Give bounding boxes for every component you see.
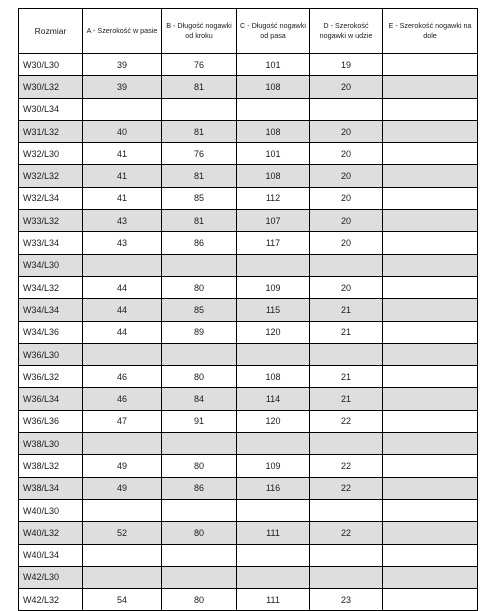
hem-width-cell [383,433,478,455]
hem-width-cell [383,210,478,232]
size-cell: W34/L36 [19,321,83,343]
inseam-length-cell: 80 [162,455,237,477]
thigh-width-cell: 20 [310,165,383,187]
table-row [19,165,478,187]
inseam-length-cell: 84 [162,388,237,410]
size-cell: W30/L34 [19,98,83,120]
hem-width-cell [383,410,478,432]
table-row [19,388,478,410]
inseam-length-cell: 85 [162,187,237,209]
thigh-width-cell: 21 [310,366,383,388]
inseam-length-cell: 81 [162,210,237,232]
thigh-width-cell: 21 [310,388,383,410]
hem-width-cell [383,366,478,388]
table-header-row [19,9,478,54]
size-cell: W30/L32 [19,76,83,98]
outseam-length-cell: 107 [237,210,310,232]
size-cell: W31/L32 [19,120,83,142]
outseam-length-cell [237,343,310,365]
waist-width-cell [83,98,162,120]
hem-width-cell [383,589,478,611]
thigh-width-cell: 22 [310,522,383,544]
thigh-width-cell [310,98,383,120]
waist-width-cell: 47 [83,410,162,432]
waist-width-cell [83,254,162,276]
size-cell: W38/L32 [19,455,83,477]
hem-width-cell [383,566,478,588]
waist-width-cell [83,499,162,521]
outseam-length-cell [237,544,310,566]
outseam-length-cell [237,433,310,455]
inseam-length-cell: 76 [162,54,237,76]
thigh-width-cell [310,499,383,521]
table-row [19,589,478,611]
waist-width-cell [83,433,162,455]
table-row [19,276,478,298]
size-cell: W34/L32 [19,276,83,298]
table-row [19,321,478,343]
column-header-inseam-length: B - Długość nogawki od kroku [162,9,237,54]
table-row [19,299,478,321]
thigh-width-cell [310,544,383,566]
size-cell: W32/L30 [19,143,83,165]
hem-width-cell [383,187,478,209]
size-cell: W30/L30 [19,54,83,76]
table-row [19,366,478,388]
inseam-length-cell: 81 [162,76,237,98]
thigh-width-cell: 20 [310,187,383,209]
table-row [19,477,478,499]
thigh-width-cell: 20 [310,143,383,165]
outseam-length-cell: 101 [237,143,310,165]
thigh-width-cell: 23 [310,589,383,611]
hem-width-cell [383,232,478,254]
hem-width-cell [383,276,478,298]
hem-width-cell [383,143,478,165]
hem-width-cell [383,388,478,410]
waist-width-cell [83,343,162,365]
hem-width-cell [383,321,478,343]
waist-width-cell: 43 [83,210,162,232]
thigh-width-cell: 22 [310,455,383,477]
size-cell: W36/L30 [19,343,83,365]
table-row [19,143,478,165]
thigh-width-cell: 21 [310,299,383,321]
table-row [19,566,478,588]
size-cell: W38/L34 [19,477,83,499]
waist-width-cell: 44 [83,321,162,343]
outseam-length-cell [237,98,310,120]
thigh-width-cell: 21 [310,321,383,343]
waist-width-cell: 52 [83,522,162,544]
table-body [19,54,478,611]
column-header-hem-width: E - Szerokość nogawki na dole [383,9,478,54]
size-chart [18,8,478,611]
thigh-width-cell: 20 [310,120,383,142]
table-row [19,254,478,276]
outseam-length-cell: 108 [237,120,310,142]
hem-width-cell [383,499,478,521]
outseam-length-cell [237,499,310,521]
size-cell: W34/L30 [19,254,83,276]
outseam-length-cell: 108 [237,366,310,388]
size-cell: W40/L34 [19,544,83,566]
waist-width-cell: 46 [83,366,162,388]
table-row [19,187,478,209]
table-row [19,210,478,232]
inseam-length-cell: 89 [162,321,237,343]
thigh-width-cell: 20 [310,276,383,298]
size-cell: W32/L34 [19,187,83,209]
table-row [19,76,478,98]
thigh-width-cell [310,254,383,276]
waist-width-cell: 44 [83,276,162,298]
outseam-length-cell: 111 [237,522,310,544]
outseam-length-cell: 115 [237,299,310,321]
outseam-length-cell: 120 [237,321,310,343]
waist-width-cell: 46 [83,388,162,410]
hem-width-cell [383,165,478,187]
hem-width-cell [383,54,478,76]
waist-width-cell: 39 [83,54,162,76]
hem-width-cell [383,120,478,142]
inseam-length-cell: 80 [162,276,237,298]
table-row [19,544,478,566]
inseam-length-cell [162,254,237,276]
outseam-length-cell: 116 [237,477,310,499]
waist-width-cell: 54 [83,589,162,611]
table-row [19,433,478,455]
inseam-length-cell [162,566,237,588]
table-row [19,522,478,544]
size-cell: W40/L30 [19,499,83,521]
table-row [19,54,478,76]
outseam-length-cell: 101 [237,54,310,76]
size-cell: W42/L30 [19,566,83,588]
thigh-width-cell: 20 [310,210,383,232]
hem-width-cell [383,522,478,544]
size-cell: W42/L32 [19,589,83,611]
outseam-length-cell: 117 [237,232,310,254]
size-cell: W36/L36 [19,410,83,432]
waist-width-cell [83,566,162,588]
size-table [18,8,478,611]
inseam-length-cell: 86 [162,477,237,499]
inseam-length-cell: 81 [162,165,237,187]
thigh-width-cell: 22 [310,410,383,432]
waist-width-cell: 40 [83,120,162,142]
waist-width-cell: 41 [83,143,162,165]
table-row [19,499,478,521]
table-row [19,120,478,142]
hem-width-cell [383,76,478,98]
size-cell: W32/L32 [19,165,83,187]
thigh-width-cell: 19 [310,54,383,76]
thigh-width-cell [310,343,383,365]
inseam-length-cell [162,433,237,455]
hem-width-cell [383,343,478,365]
hem-width-cell [383,254,478,276]
inseam-length-cell: 80 [162,589,237,611]
hem-width-cell [383,455,478,477]
table-row [19,343,478,365]
table-row [19,98,478,120]
outseam-length-cell: 111 [237,589,310,611]
outseam-length-cell: 114 [237,388,310,410]
column-header-waist-width: A - Szerokość w pasie [83,9,162,54]
waist-width-cell: 49 [83,477,162,499]
thigh-width-cell: 22 [310,477,383,499]
size-cell: W38/L30 [19,433,83,455]
hem-width-cell [383,98,478,120]
thigh-width-cell: 20 [310,76,383,98]
thigh-width-cell: 20 [310,232,383,254]
inseam-length-cell: 81 [162,120,237,142]
inseam-length-cell: 80 [162,366,237,388]
outseam-length-cell: 108 [237,165,310,187]
hem-width-cell [383,299,478,321]
outseam-length-cell [237,566,310,588]
inseam-length-cell: 86 [162,232,237,254]
waist-width-cell: 43 [83,232,162,254]
inseam-length-cell: 76 [162,143,237,165]
size-cell: W34/L34 [19,299,83,321]
waist-width-cell: 41 [83,165,162,187]
column-header-thigh-width: D - Szerokość nogawki w udzie [310,9,383,54]
inseam-length-cell: 91 [162,410,237,432]
inseam-length-cell [162,499,237,521]
inseam-length-cell: 80 [162,522,237,544]
outseam-length-cell: 120 [237,410,310,432]
size-cell: W36/L34 [19,388,83,410]
waist-width-cell: 44 [83,299,162,321]
inseam-length-cell: 85 [162,299,237,321]
column-header-outseam-length: C - Długość nogawki od pasa [237,9,310,54]
table-row [19,232,478,254]
inseam-length-cell [162,544,237,566]
hem-width-cell [383,544,478,566]
waist-width-cell: 39 [83,76,162,98]
column-header-size: Rozmiar [19,9,83,54]
outseam-length-cell: 108 [237,76,310,98]
size-cell: W33/L32 [19,210,83,232]
size-cell: W40/L32 [19,522,83,544]
size-cell: W36/L32 [19,366,83,388]
outseam-length-cell [237,254,310,276]
hem-width-cell [383,477,478,499]
outseam-length-cell: 112 [237,187,310,209]
table-row [19,455,478,477]
waist-width-cell: 41 [83,187,162,209]
waist-width-cell [83,544,162,566]
outseam-length-cell: 109 [237,455,310,477]
table-row [19,410,478,432]
inseam-length-cell [162,98,237,120]
inseam-length-cell [162,343,237,365]
thigh-width-cell [310,433,383,455]
size-cell: W33/L34 [19,232,83,254]
thigh-width-cell [310,566,383,588]
waist-width-cell: 49 [83,455,162,477]
outseam-length-cell: 109 [237,276,310,298]
